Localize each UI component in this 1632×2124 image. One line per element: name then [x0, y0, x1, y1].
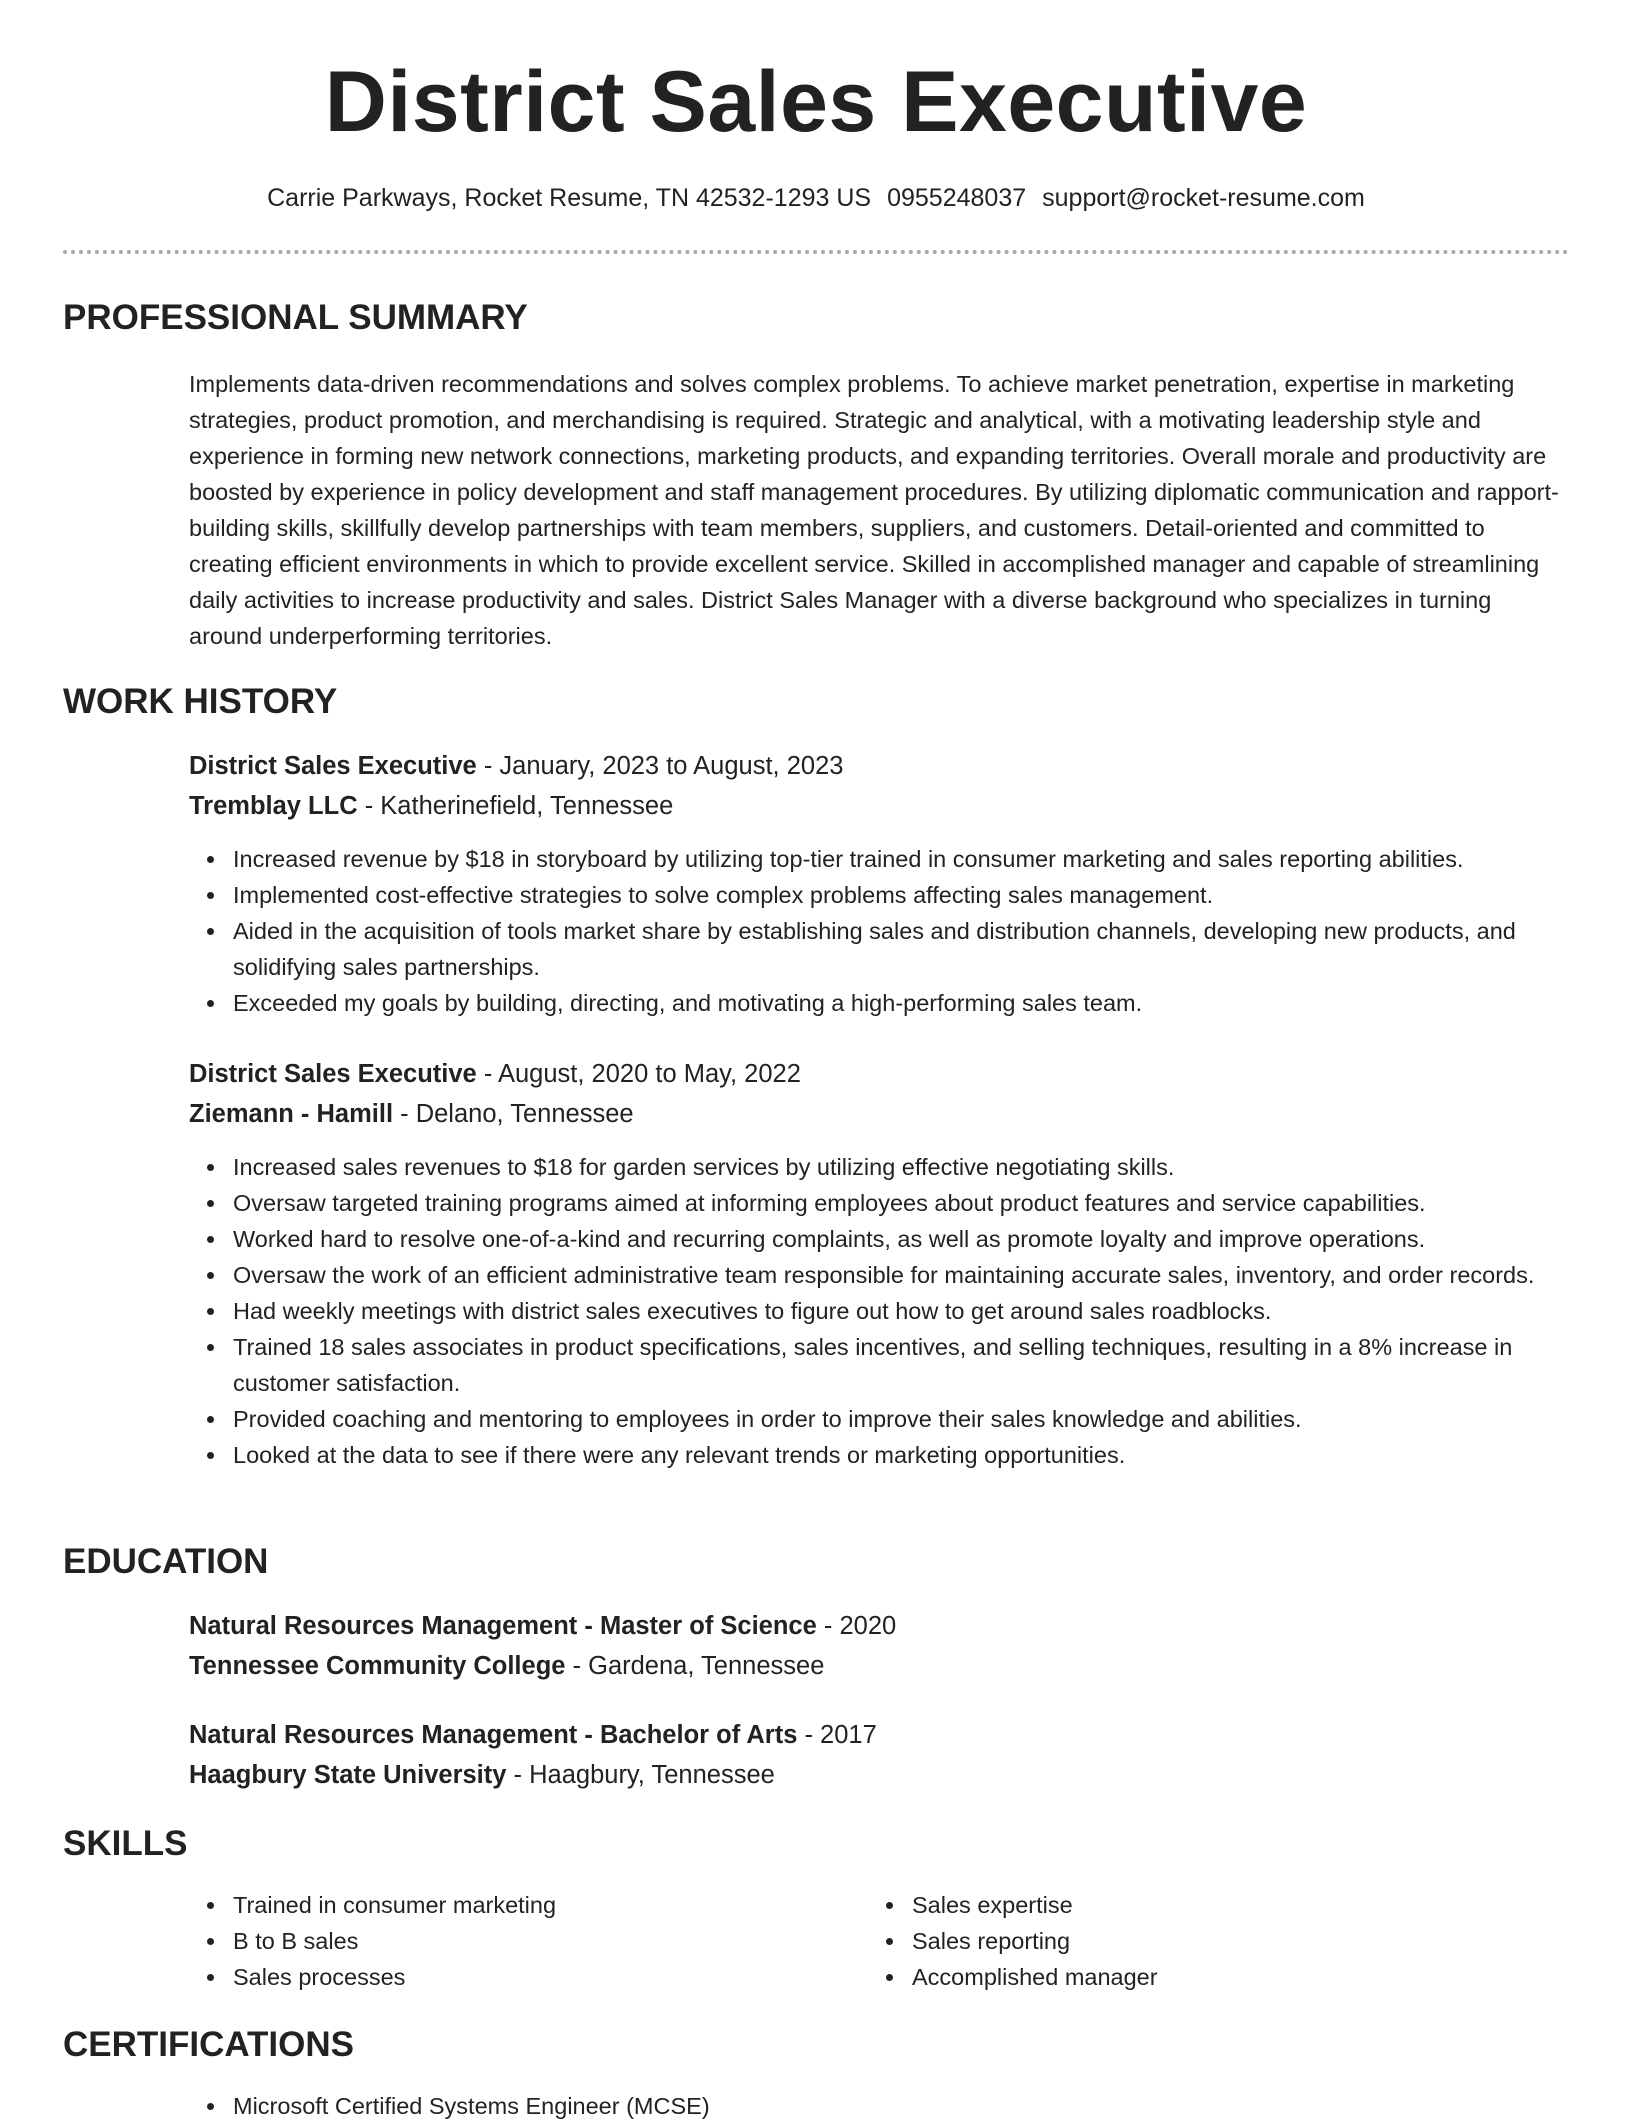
education-degree-line — [189, 1715, 1569, 1755]
education-year: - 2017 — [797, 1721, 877, 1749]
list-item: Trained 18 sales associates in product specifications, sales incentives, and selling techniques, resulting in a 8% increase in customer satisfaction. — [233, 1329, 1569, 1401]
summary-text: Implements data-driven recommendations and solves complex problems. To achieve market penetration, expertise in marketing strategies, product promotion, and merchandising is required. Strategic and analytical, with a motivating leadership style and experience in forming new network connections, marketing products, and expanding territories. Overall morale and productivity are boosted by experience in policy development and staff management procedures. By utilizing diplomatic communication and rapport-building skills, skillfully develop partnerships with team members, suppliers, and customers. Detail-oriented and committed to creating efficient environments in which to provide excellent service. Skilled in accomplished manager and capable of streamlining daily activities to increase productivity and sales. District Sales Manager with a diverse background who specializes in turning around underperforming territories. — [189, 371, 1559, 649]
list-item: Sales reporting — [912, 1923, 1632, 1959]
list-item: Sales expertise — [912, 1887, 1632, 1923]
education-entry — [189, 1715, 1569, 1795]
job-entry — [189, 746, 1569, 826]
section-title-summary: PROFESSIONAL SUMMARY — [63, 298, 528, 337]
contact-email: support@rocket-resume.com — [1042, 184, 1365, 212]
job-company: Tremblay LLC — [189, 792, 358, 820]
education-location: - Haagbury, Tennessee — [506, 1761, 775, 1789]
list-item: Aided in the acquisition of tools market share by establishing sales and distribution channels, developing new products, and solidifying sales partnerships. — [233, 913, 1569, 985]
education-entry — [189, 1606, 1569, 1686]
contact-line — [0, 180, 1632, 216]
job-location: - Delano, Tennessee — [393, 1100, 634, 1128]
section-title-education: EDUCATION — [63, 1542, 269, 1581]
header-divider — [63, 250, 1569, 254]
job-dates: - January, 2023 to August, 2023 — [476, 752, 844, 780]
resume-title: District Sales Executive — [324, 54, 1308, 150]
education-degree: Natural Resources Management - Bachelor of Arts — [189, 1721, 798, 1749]
job-location: - Katherinefield, Tennessee — [357, 792, 674, 820]
list-item: Accomplished manager — [912, 1959, 1632, 1995]
list-item: Worked hard to resolve one-of-a-kind and recurring complaints, as well as promote loyalty and improve operations. — [233, 1221, 1569, 1257]
list-item: Exceeded my goals by building, directing, and motivating a high-performing sales team. — [233, 985, 1569, 1021]
list-item: Oversaw targeted training programs aimed at informing employees about product features and service capabilities. — [233, 1185, 1569, 1221]
education-location: - Gardena, Tennessee — [565, 1652, 825, 1680]
job-bullets — [189, 1149, 1569, 1473]
job-company-line — [189, 786, 1569, 826]
education-degree-line — [189, 1606, 1569, 1646]
education-degree: Natural Resources Management - Master of Science — [189, 1612, 817, 1640]
education-school-line — [189, 1646, 1569, 1686]
list-item: Implemented cost-effective strategies to solve complex problems affecting sales management. — [233, 877, 1569, 913]
list-item: Provided coaching and mentoring to employees in order to improve their sales knowledge and abilities. — [233, 1401, 1569, 1437]
job-role-line — [189, 746, 1569, 786]
education-school-line — [189, 1755, 1569, 1795]
section-title-certifications: CERTIFICATIONS — [63, 2025, 355, 2064]
list-item: Increased revenue by $18 in storyboard by utilizing top-tier trained in consumer marketing and sales reporting abilities. — [233, 841, 1569, 877]
contact-address: Carrie Parkways, Rocket Resume, TN 42532-1293 US — [267, 184, 872, 212]
section-title-work-history: WORK HISTORY — [63, 682, 338, 721]
list-item: Sales processes — [233, 1959, 1569, 1995]
education-year: - 2020 — [816, 1612, 897, 1640]
certifications-list — [189, 2088, 1569, 2124]
list-item: Oversaw the work of an efficient administrative team responsible for maintaining accurate sales, inventory, and order records. — [233, 1257, 1569, 1293]
skills-list-right — [868, 1887, 1632, 1995]
list-item: Trained in consumer marketing — [233, 1887, 1569, 1923]
list-item: Looked at the data to see if there were any relevant trends or marketing opportunities. — [233, 1437, 1569, 1473]
job-bullets — [189, 841, 1569, 1021]
job-entry — [189, 1054, 1569, 1134]
job-company-line — [189, 1094, 1569, 1134]
list-item: Microsoft Certified Systems Engineer (MCSE) — [233, 2088, 1569, 2124]
section-title-skills: SKILLS — [63, 1824, 188, 1863]
job-role-line — [189, 1054, 1569, 1094]
education-school: Haagbury State University — [189, 1761, 507, 1789]
list-item: Increased sales revenues to $18 for garden services by utilizing effective negotiating skills. — [233, 1149, 1569, 1185]
job-dates: - August, 2020 to May, 2022 — [476, 1060, 801, 1088]
job-role: District Sales Executive — [189, 1060, 477, 1088]
education-school: Tennessee Community College — [189, 1652, 566, 1680]
list-item: B to B sales — [233, 1923, 1569, 1959]
job-company: Ziemann - Hamill — [189, 1100, 394, 1128]
job-role: District Sales Executive — [189, 752, 477, 780]
contact-phone: 0955248037 — [887, 184, 1027, 212]
list-item: Had weekly meetings with district sales executives to figure out how to get around sales roadblocks. — [233, 1293, 1569, 1329]
